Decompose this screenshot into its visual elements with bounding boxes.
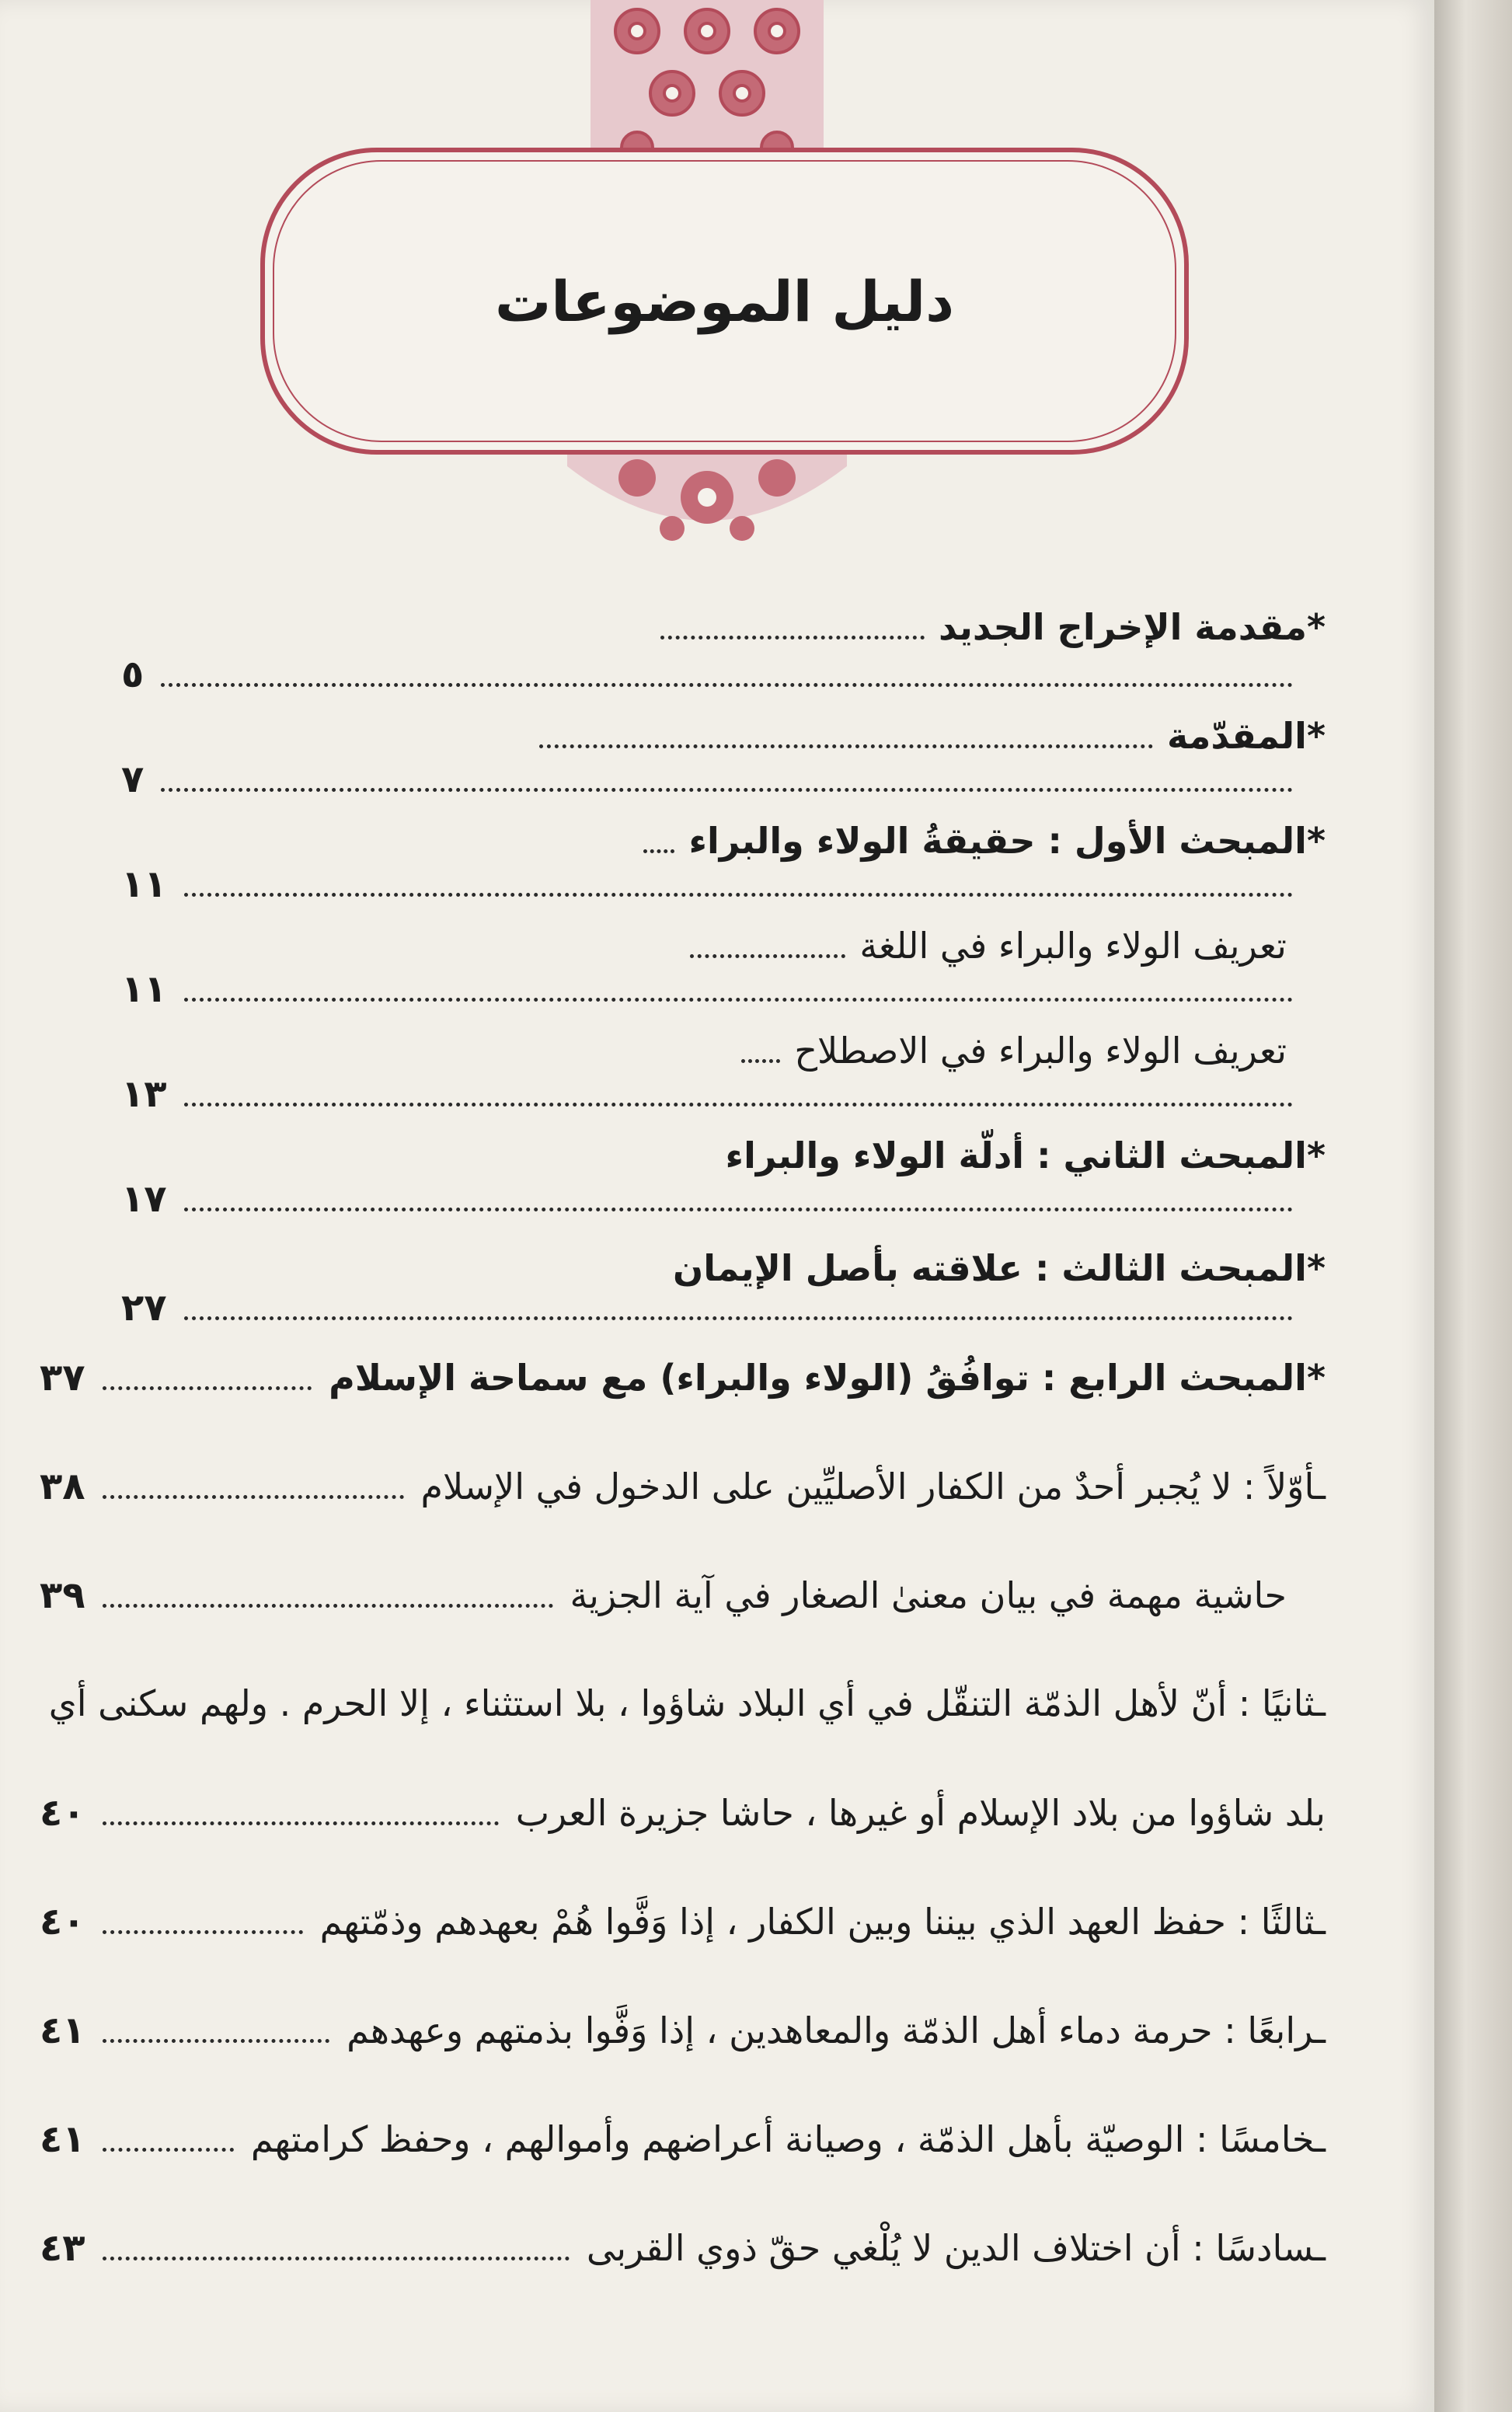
page-number: ٣٧ (40, 1356, 85, 1399)
toc-entry-label: ـسادسًا : أن اختلاف الدين لا يُلْغي حقّ ذوي القربى (586, 2227, 1326, 2269)
leader-dots (184, 892, 1293, 897)
leader-dots (184, 997, 1293, 1002)
leader-dots (103, 2038, 330, 2043)
toc-entry-4-title (690, 925, 1287, 967)
toc-entry-label: تعريف الولاء والبراء في اللغة (859, 925, 1287, 967)
toc-entry-14 (40, 2117, 1326, 2161)
toc-entry-label: المقدّمة (1167, 715, 1307, 757)
leader-dots (184, 1102, 1293, 1107)
page-number: ١١ (121, 863, 167, 906)
toc-entry-10 (40, 1574, 1326, 1617)
toc-entry-label: حاشية مهمة في بيان معنىٰ الصغار في آية الجزية (570, 1574, 1287, 1616)
toc-entry-3-title (643, 820, 1326, 862)
leader-dots (184, 1316, 1293, 1320)
leader-dots (103, 1821, 499, 1825)
book-spine (1434, 0, 1512, 2412)
bullet-star-icon: * (1306, 1135, 1326, 1176)
toc-entry-label: بلد شاؤوا من بلاد الإسلام أو غيرها ، حاشا جزيرة العرب (515, 1792, 1326, 1834)
page-number: ١٣ (121, 1072, 167, 1116)
toc-entry-label: ـثانيًا : أنّ لأهل الذمّة التنقّل في أي البلاد شاؤوا ، بلا استثناء ، إلا الحرم . ولهم سكنى أي (48, 1682, 1326, 1724)
page-number: ٤١ (40, 2117, 85, 2161)
toc-entry-2-title (539, 715, 1326, 757)
toc-entry-label: المبحث الثاني : أدلّة الولاء والبراء (725, 1135, 1307, 1176)
page-number: ١٧ (121, 1177, 167, 1221)
toc-entry-11-line-2 (40, 1791, 1326, 1835)
leader-dots (184, 1207, 1293, 1211)
bullet-star-icon: * (1306, 715, 1326, 757)
leader-dots (103, 1494, 404, 1499)
bullet-star-icon: * (1306, 1247, 1326, 1289)
toc-entry-6-title (726, 1135, 1326, 1176)
leader-dots (690, 953, 845, 958)
leader-dots (103, 1603, 553, 1608)
page-title: دليل الموضوعات (494, 269, 955, 334)
bullet-star-icon: * (1306, 1357, 1326, 1399)
bullet-star-icon: * (1306, 820, 1326, 862)
toc-entry-4-page (121, 967, 1310, 1011)
page-number: ٣٨ (40, 1465, 85, 1508)
toc-entry-label: مقدمة الإخراج الجديد (939, 606, 1307, 648)
toc-entry-label: المبحث الأول : حقيقةُ الولاء والبراء (688, 820, 1307, 862)
toc-entry-label: تعريف الولاء والبراء في الاصطلاح (794, 1030, 1287, 1072)
toc-entry-12 (40, 1900, 1326, 1943)
toc-entry-15 (40, 2226, 1326, 2270)
leader-dots (741, 1058, 780, 1063)
leader-dots (103, 2256, 570, 2260)
page-number: ١١ (121, 967, 167, 1011)
toc-entry-2-page (121, 758, 1310, 801)
toc-entry-11-line-1 (40, 1682, 1326, 1724)
leader-dots (660, 635, 925, 640)
toc-entry-1-page (121, 653, 1310, 696)
toc-entry-9 (40, 1465, 1326, 1508)
leader-dots (161, 682, 1293, 687)
toc-entry-3-page (121, 863, 1310, 906)
toc-entry-5-title (741, 1030, 1287, 1072)
leader-dots (539, 744, 1153, 748)
page-number: ٤١ (40, 2009, 85, 2052)
toc-entry-5-page (121, 1072, 1310, 1116)
toc-entry-13 (40, 2009, 1326, 2052)
toc-entry-label: المبحث الثالث : علاقته بأصل الإيمان (673, 1247, 1307, 1289)
toc-entry-label: ـرابعًا : حرمة دماء أهل الذمّة والمعاهدين ، إذا وَفَّوا بذمتهم وعهدهم (347, 2009, 1326, 2051)
toc-entry-label: ـثالثًا : حفظ العهد الذي بيننا وبين الكفار ، إذا وَفَّوا هُمْ بعهدهم وذمّتهم (319, 1901, 1326, 1943)
leader-dots (161, 787, 1293, 792)
toc-entry-label: ـخامسًا : الوصيّة بأهل الذمّة ، وصيانة أعراضهم وأموالهم ، وحفظ كرامتهم (250, 2118, 1326, 2160)
bullet-star-icon: * (1306, 606, 1326, 648)
page-number: ٤٠ (40, 1900, 85, 1943)
leader-dots (103, 2147, 234, 2152)
toc-entry-7-title (673, 1247, 1326, 1289)
page-number: ٤٠ (40, 1791, 85, 1835)
toc-entry-8 (40, 1356, 1326, 1399)
page-number: ٢٧ (121, 1286, 167, 1330)
leader-dots (103, 1386, 312, 1390)
leader-dots (643, 849, 674, 853)
toc-entry-7-page (121, 1286, 1310, 1330)
toc-entry-6-page (121, 1177, 1310, 1221)
toc-entry-label: المبحث الرابع : توافُقُ (الولاء والبراء) مع سماحة الإسلام (329, 1357, 1307, 1399)
toc-entry-label: ـأوّلاً : لا يُجبر أحدٌ من الكفار الأصليِّين على الدخول في الإسلام (420, 1466, 1326, 1508)
page-number: ٥ (121, 653, 145, 696)
toc-entry-1-title (660, 606, 1326, 648)
leader-dots (103, 1929, 303, 1934)
page-number: ٣٩ (40, 1574, 85, 1617)
page-number: ٤٣ (40, 2226, 85, 2270)
page-number: ٧ (121, 758, 145, 801)
